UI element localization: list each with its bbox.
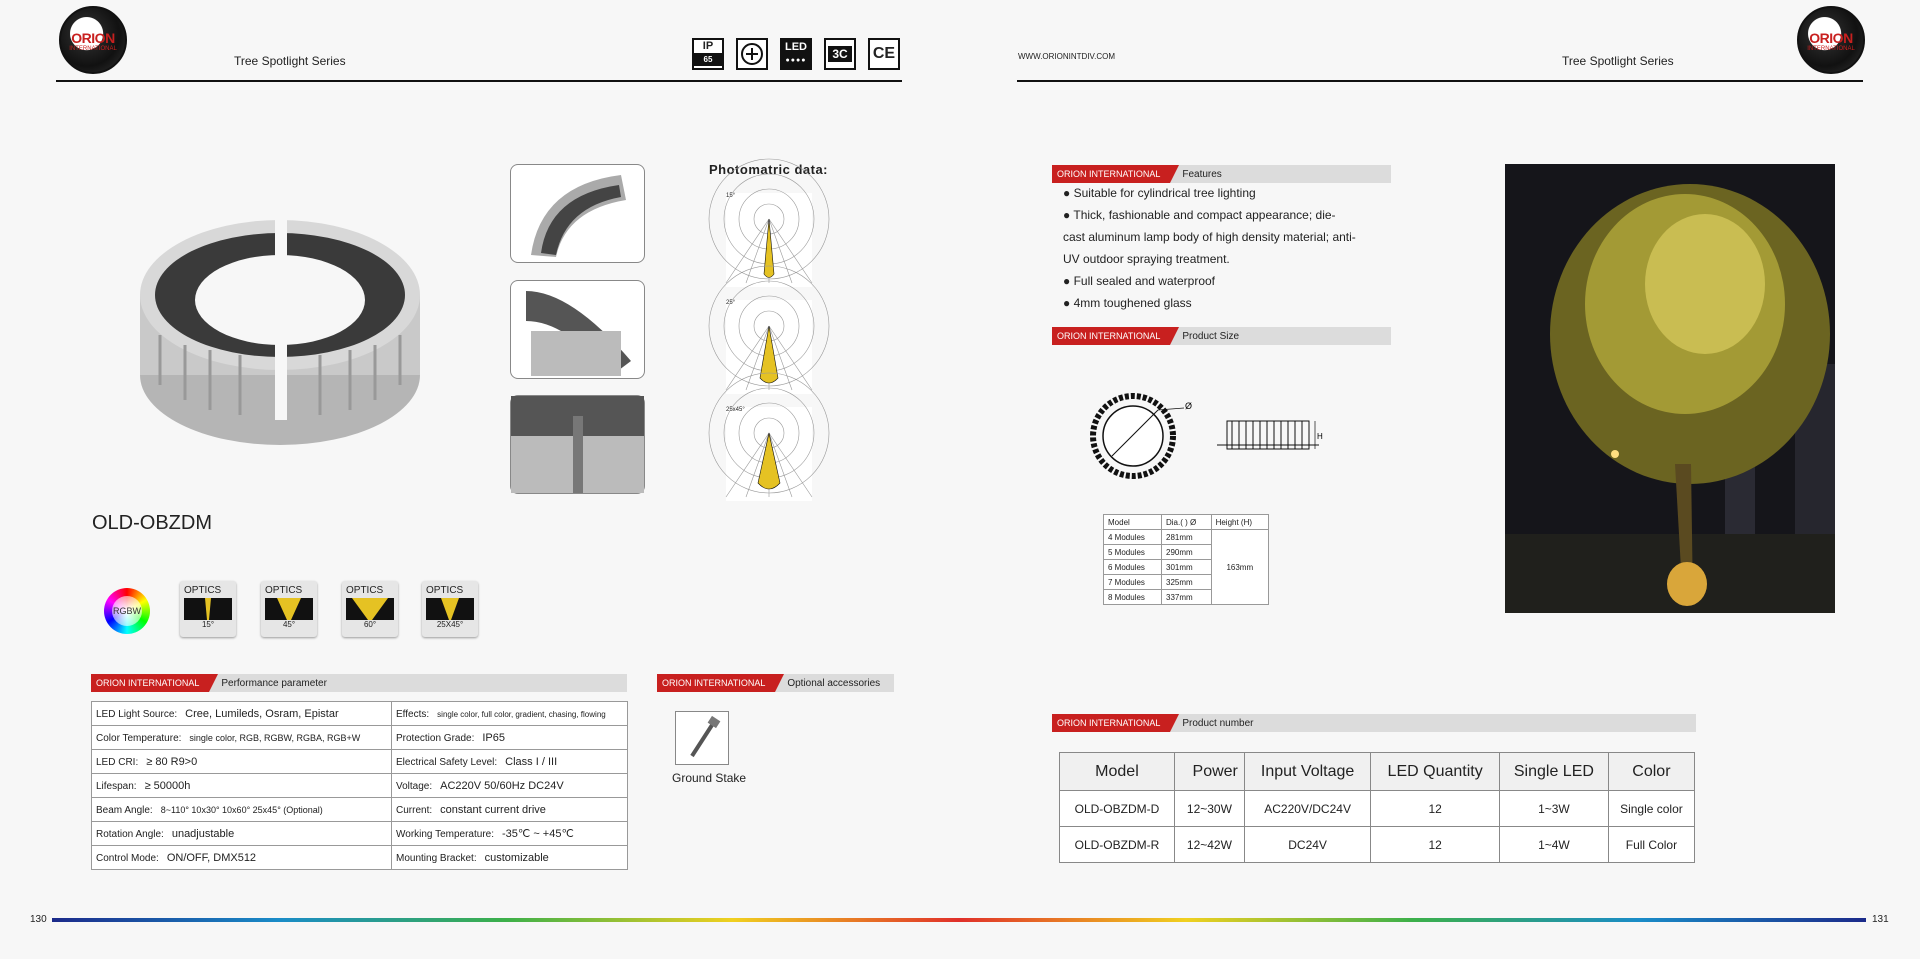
param-key: Effects:	[396, 708, 430, 720]
diameter-label: Ø	[1185, 401, 1193, 411]
param-key: Beam Angle:	[96, 804, 153, 816]
performance-table	[91, 701, 628, 870]
optics-15-icon: OPTICS 15°	[180, 581, 236, 637]
param-key: Electrical Safety Level:	[396, 756, 498, 768]
ce-icon: CE	[868, 38, 900, 70]
product-size-section-header: ORION INTERNATIONAL Product Size	[1052, 327, 1391, 345]
ground-stake-image[interactable]	[675, 711, 729, 765]
photometric-title: Photomatric data:	[709, 162, 829, 177]
param-key: LED CRI:	[96, 756, 139, 768]
table-row	[92, 774, 628, 798]
param-key: LED Light Source:	[96, 708, 178, 720]
detail-thumbnail-1[interactable]	[510, 164, 645, 263]
param-key: Mounting Bracket:	[396, 852, 477, 864]
param-key: Color Temperature:	[96, 732, 182, 744]
table-row: 5 Modules 290mm	[1104, 545, 1269, 560]
optics-45-icon: OPTICS 45°	[261, 581, 317, 637]
param-value: IP65	[482, 731, 506, 744]
table-row	[92, 846, 628, 870]
size-table: Model Dia.( ) Ø Height (H) 4 Modules 281mm 163mm 5 Modules 290mm 6 Modules 301mm 7 Modules 325mm 8 Modules 337mm	[1103, 514, 1269, 605]
performance-section-header: ORION INTERNATIONAL Performance parameter	[91, 674, 627, 692]
tree-photo	[1505, 164, 1835, 613]
param-value: unadjustable	[171, 827, 235, 840]
page-number-right: 131	[1872, 914, 1889, 925]
param-value: -35℃ ~ +45℃	[502, 828, 574, 840]
param-key: Current:	[396, 804, 433, 816]
product-image	[130, 185, 430, 475]
table-row: 6 Modules 301mm	[1104, 560, 1269, 575]
feature-line: UV outdoor spraying treatment.	[1063, 252, 1230, 266]
param-value: Class I / III	[505, 755, 558, 768]
page-number-left: 130	[30, 914, 47, 925]
param-key: Working Temperature:	[396, 829, 495, 840]
param-value: single color, full color, gradient, chasing, flowing	[437, 709, 606, 719]
param-value: ≥ 80 R9>0	[146, 755, 198, 768]
table-row	[92, 798, 628, 822]
rainbow-footer-bar	[52, 918, 1866, 922]
param-value: single color, RGB, RGBW, RGBA, RGB+W	[189, 732, 361, 743]
param-key: Control Mode:	[96, 852, 159, 864]
table-row: 7 Modules 325mm	[1104, 575, 1269, 590]
detail-thumbnail-3[interactable]	[510, 395, 645, 494]
param-key: Voltage:	[396, 780, 433, 792]
feature-line: ● Suitable for cylindrical tree lighting	[1063, 186, 1256, 200]
led-icon: LED ●●●●	[780, 38, 812, 70]
polar-diagram-25: 25°	[726, 300, 812, 394]
param-value: AC220V 50/60Hz DC24V	[440, 779, 564, 792]
param-key: Rotation Angle:	[96, 828, 164, 840]
series-title-left: Tree Spotlight Series	[234, 54, 346, 68]
certification-icons	[692, 38, 900, 70]
website[interactable]: WWW.ORIONINTDIV.COM	[1018, 52, 1116, 61]
feature-line: ● 4mm toughened glass	[1063, 296, 1192, 310]
table-row: OLD-OBZDM-D 12~30W AC220V/DC24V 12 1~3W Single color	[1060, 791, 1695, 827]
param-value: customizable	[484, 851, 549, 864]
optics-60-icon: OPTICS 60°	[342, 581, 398, 637]
product-table: Model Power Input Voltage LED Quantity Single LED Color OLD-OBZDM-D 12~30W AC220V/DC24V 12 1~3W Single color OLD-OBZDM-R 12~42W DC24V 12 1~4W Full Color	[1059, 752, 1695, 863]
model-name: OLD-OBZDM	[92, 512, 212, 534]
ip65-icon: IP 65	[692, 38, 724, 70]
table-row: 4 Modules 281mm 163mm	[1104, 530, 1269, 545]
param-value: Cree, Lumileds, Osram, Epistar	[185, 707, 339, 720]
3c-icon: 3C	[824, 38, 856, 70]
feature-line: ● Thick, fashionable and compact appearance; die-	[1063, 208, 1336, 222]
height-label: H	[1317, 432, 1323, 441]
features-section-header: ORION INTERNATIONAL Features	[1052, 165, 1391, 183]
table-row	[92, 822, 628, 846]
detail-thumbnail-2[interactable]	[510, 280, 645, 379]
table-row: OLD-OBZDM-R 12~42W DC24V 12 1~4W Full Color	[1060, 827, 1695, 863]
table-row: 8 Modules 337mm	[1104, 590, 1269, 605]
product-number-section-header: ORION INTERNATIONAL Product number	[1052, 714, 1696, 732]
param-key: Protection Grade:	[396, 732, 475, 744]
safety-icon	[736, 38, 768, 70]
table-row	[92, 750, 628, 774]
table-row	[92, 702, 628, 726]
polar-diagram-15: 15°	[726, 193, 812, 287]
param-value: constant current drive	[440, 803, 546, 816]
feature-line: cast aluminum lamp body of high density material; anti-	[1063, 230, 1356, 244]
features-list	[1063, 182, 1363, 314]
side-view-drawing	[1217, 415, 1327, 455]
polar-diagram-25x45: 25x45°	[726, 407, 812, 501]
param-value: ≥ 50000h	[144, 779, 191, 792]
rgbw-icon: RGBW	[104, 588, 150, 634]
header-rule-right	[1017, 80, 1863, 82]
param-key: Lifespan:	[96, 780, 137, 792]
orion-logo-left: ORION INTERNATIONAL	[59, 6, 127, 74]
orion-logo-right: ORION INTERNATIONAL	[1797, 6, 1865, 74]
optics-25x45-icon: OPTICS 25X45°	[422, 581, 478, 637]
accessories-section-header: ORION INTERNATIONAL Optional accessories	[657, 674, 894, 692]
series-title-right: Tree Spotlight Series	[1562, 54, 1674, 68]
top-view-drawing	[1088, 390, 1193, 482]
param-value: 8~110° 10x30° 10x60° 25x45° (Optional)	[160, 804, 323, 815]
header-rule-left	[56, 80, 902, 82]
table-row	[92, 726, 628, 750]
ground-stake-label: Ground Stake	[672, 771, 747, 785]
param-value: ON/OFF, DMX512	[166, 851, 257, 864]
feature-line: ● Full sealed and waterproof	[1063, 274, 1215, 288]
